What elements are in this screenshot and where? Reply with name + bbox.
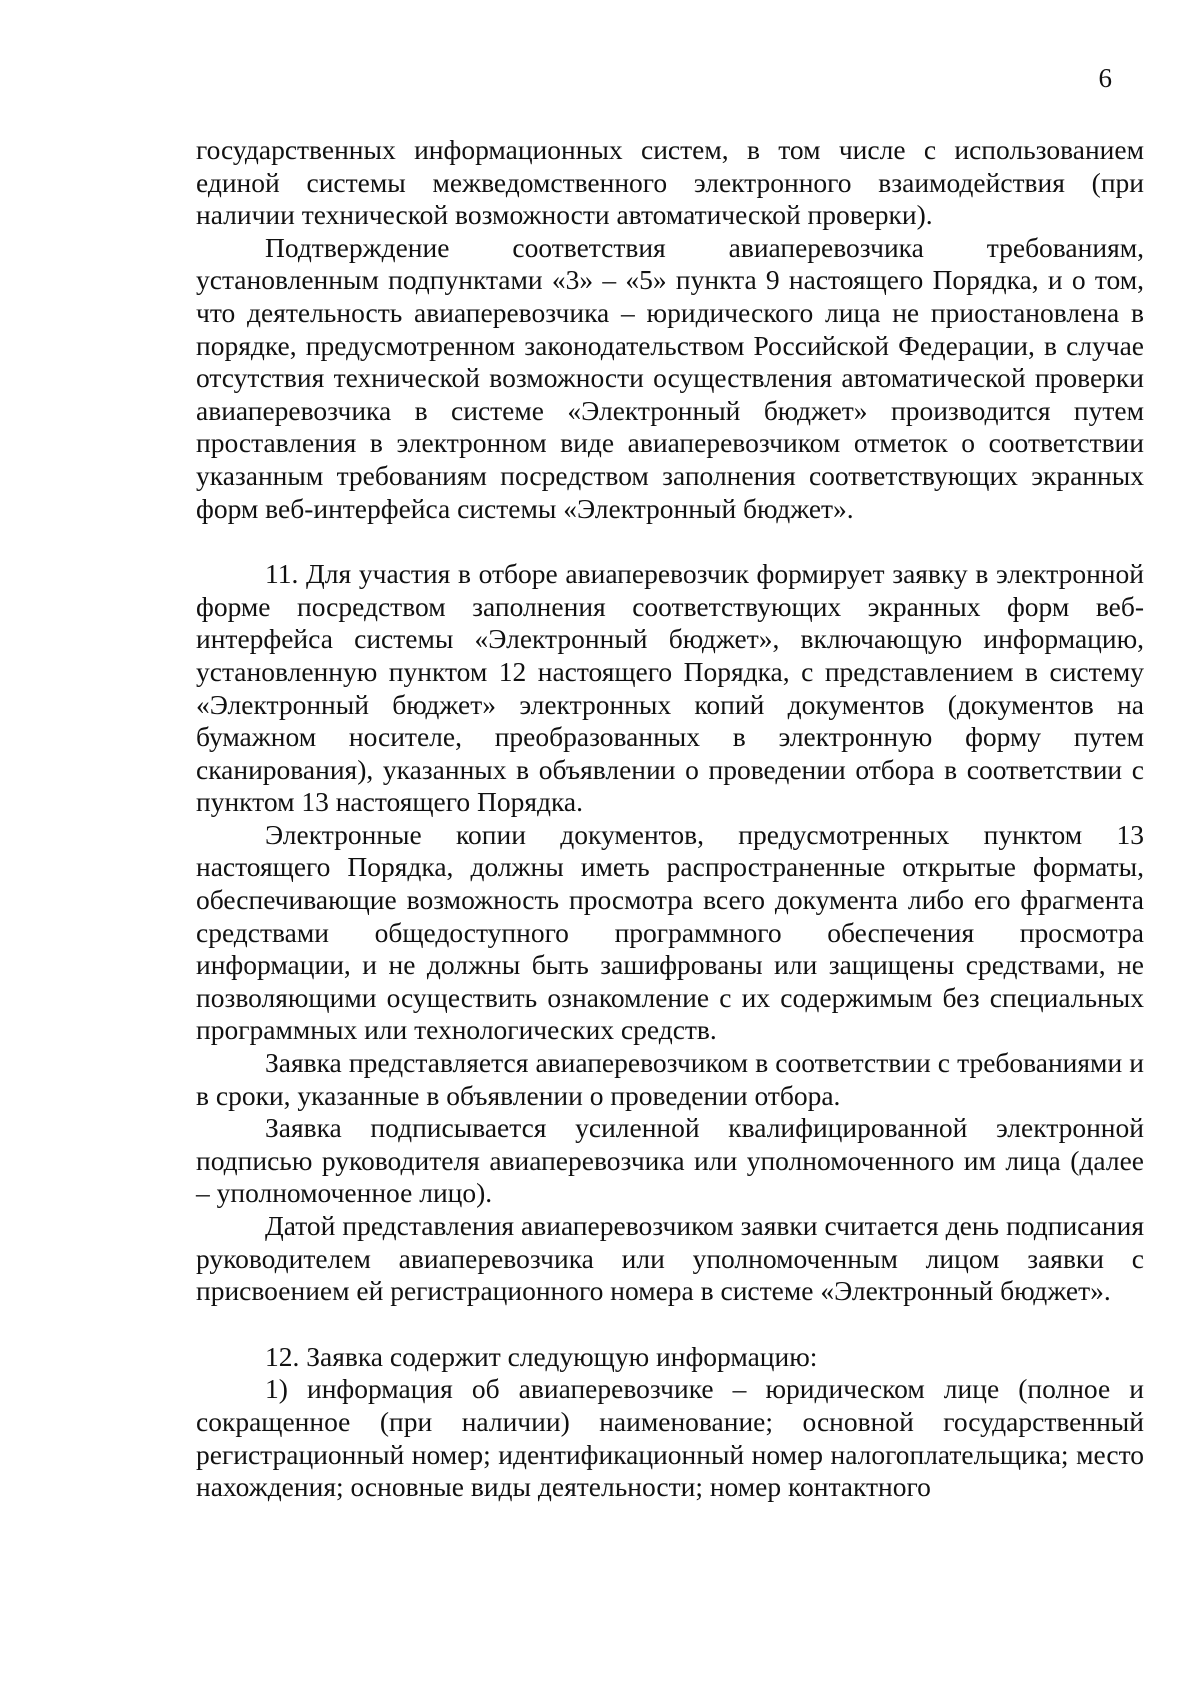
paragraph-electronic-copies: Электронные копии документов, предусмотренных пунктом 13 настоящего Порядка, должны иметь распространенные открытые форматы, обеспечивающие возможность просмотра всего документа либо его фрагмента средствами общедоступного программного обеспечения просмотра информации, и не должны быть зашифрованы или защищены средствами, не позволяющими осуществить ознакомление с их содержимым без специальных программных или технологических средств. — [196, 818, 1144, 1046]
paragraph-submission-date: Датой представления авиаперевозчиком заявки считается день подписания руководителем авиаперевозчика или уполномоченным лицом заявки с присвоением ей регистрационного номера в системе «Электронный бюджет». — [196, 1210, 1144, 1307]
paragraph-continuation: государственных информационных систем, в том числе с использованием единой системы межведомственного электронного взаимодействия (при наличии технической возможности автоматической проверки). — [196, 134, 1144, 231]
document-body — [196, 134, 1144, 1504]
paragraph-submission: Заявка представляется авиаперевозчиком в соответствии с требованиями и в сроки, указанные в объявлении о проведении отбора. — [196, 1047, 1144, 1111]
paragraph-confirmation: Подтверждение соответствия авиаперевозчика требованиям, установленным подпунктами «3» – «5» пункта 9 настоящего Порядка, и о том, что деятельность авиаперевозчика – юридического лица не приостановлена в порядке, предусмотренном законодательством Российской Федерации, в случае отсутствия технической возможности осуществления автоматической проверки авиаперевозчика в системе «Электронный бюджет» производится путем проставления в электронном виде авиаперевозчиком отметок о соответствии указанным требованиям посредством заполнения соответствующих экранных форм веб-интерфейса системы «Электронный бюджет». — [196, 231, 1144, 524]
page-number: 6 — [1098, 63, 1112, 93]
paragraph-signature: Заявка подписывается усиленной квалифицированной электронной подписью руководителя авиаперевозчика или уполномоченного им лица (далее – уполномоченное лицо). — [196, 1112, 1144, 1209]
paragraph-item-12: 12. Заявка содержит следующую информацию: — [265, 1340, 818, 1372]
paragraph-item-11: 11. Для участия в отборе авиаперевозчик формирует заявку в электронной форме посредством заполнения соответствующих экранных форм веб-интерфейса системы «Электронный бюджет», включающую информацию, установленную пунктом 12 настоящего Порядка, с представлением в систему «Электронный бюджет» электронных копий документов (документов на бумажном носителе, преобразованных в электронную форму путем сканирования), указанных в объявлении о проведении отбора в соответствии с пунктом 13 настоящего Порядка. — [196, 558, 1144, 818]
paragraph-item-12-1: 1) информация об авиаперевозчике – юридическом лице (полное и сокращенное (при наличии) наименование; основной государственный регистрационный номер; идентификационный номер налогоплательщика; место нахождения; основные виды деятельности; номер контактного — [196, 1373, 1144, 1503]
